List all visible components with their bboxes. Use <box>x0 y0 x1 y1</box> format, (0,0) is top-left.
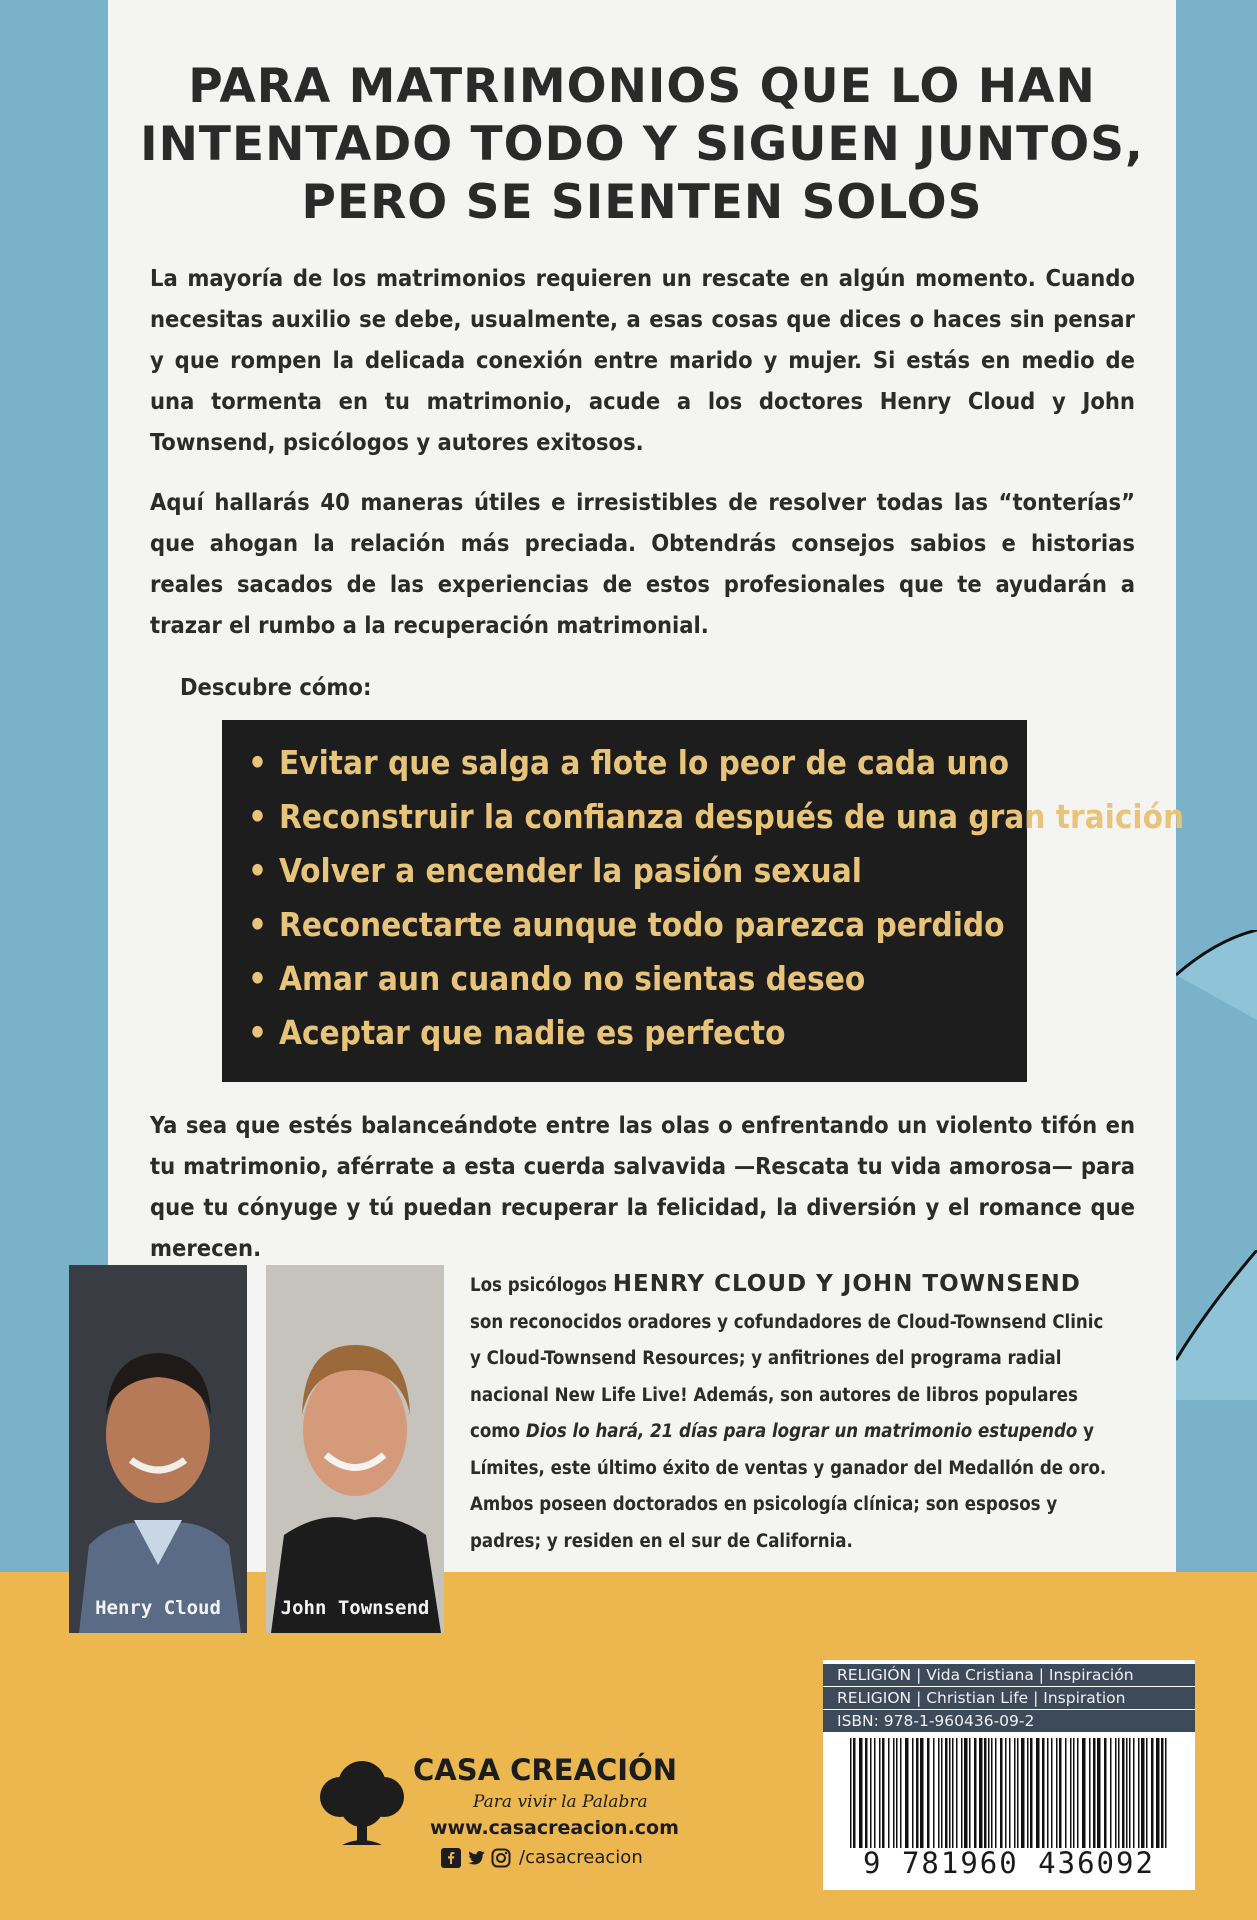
category-english: RELIGION | Christian Life | Inspiration <box>823 1687 1195 1709</box>
headline-line-2: INTENTADO TODO Y SIGUEN JUNTOS, <box>140 117 1144 172</box>
barcode-bar <box>882 1738 885 1848</box>
barcode-bar <box>1097 1738 1101 1848</box>
barcode-bar <box>1104 1738 1107 1848</box>
facebook-icon[interactable] <box>441 1848 461 1868</box>
barcode-bar <box>941 1738 943 1848</box>
barcode-bar <box>1030 1738 1033 1848</box>
barcode-bar <box>1156 1738 1160 1848</box>
intro-paragraph: La mayoría de los matrimonios requieren un rescate en algún momento. Cuando necesitas auxilio se debe, usualmente, a esas cosas que dices o haces sin pensar y que rompen la delicada conexión entre marido y mujer. Si estás en medio de una tormenta en tu matrimonio, acude a los doctores Henry Cloud y John Townsend, psicólogos y autores exitosos. <box>150 264 1135 456</box>
instagram-icon[interactable] <box>491 1848 511 1868</box>
barcode-bars <box>848 1738 1170 1848</box>
barcode-bar <box>961 1738 963 1848</box>
barcode-bar <box>1126 1738 1128 1848</box>
barcode-bar <box>1027 1738 1029 1848</box>
barcode-bar <box>879 1738 881 1848</box>
barcode-bar <box>870 1738 872 1848</box>
bullet-dot: • <box>248 905 267 944</box>
isbn-text: ISBN: 978-1-960436-09-2 <box>823 1710 1195 1732</box>
barcode-bar <box>1082 1738 1086 1848</box>
headline-line-3: PERO SE SIENTEN SOLOS <box>301 175 983 230</box>
bio-text-1: son reconocidos oradores y cofundadores de Cloud-Townsend Clinic y Cloud-Townsend Resources; y anfitriones del programa radial nacional New Life Live! Además, son autores de libros populares como <box>470 1311 1104 1442</box>
bullet-list <box>222 720 1185 1060</box>
barcode-bar <box>1009 1738 1011 1848</box>
barcode-bar <box>1161 1738 1164 1848</box>
barcode-bar <box>1073 1738 1075 1848</box>
headline <box>108 58 1176 232</box>
barcode-digits: 9 781960 436092 <box>863 1846 1155 1880</box>
bullet-text: Volver a encender la pasión sexual <box>278 851 862 890</box>
barcode-bar <box>1042 1738 1045 1848</box>
barcode-bar <box>1051 1738 1053 1848</box>
barcode-bar <box>1077 1738 1079 1848</box>
barcode-bar <box>859 1738 863 1848</box>
headline-line-1: PARA MATRIMONIOS QUE LO HAN <box>188 59 1096 114</box>
barcode-bar <box>984 1738 987 1848</box>
bullet-text: Reconstruir la confianza después de una gran traición <box>278 797 1185 836</box>
barcode-bar <box>988 1738 990 1848</box>
bullet-dot: • <box>248 959 267 998</box>
barcode-bar <box>1093 1738 1096 1848</box>
barcode-bar <box>1056 1738 1058 1848</box>
barcode-bar <box>1122 1738 1125 1848</box>
isbn-barcode-block <box>823 1660 1195 1890</box>
barcode-bar <box>945 1738 948 1848</box>
barcode-bar <box>1133 1738 1135 1848</box>
bullet-item <box>248 952 1027 1006</box>
author-bio <box>470 1266 1110 1560</box>
bio-book-titles: Dios lo hará, 21 días para lograr un matrimonio estupendo <box>525 1421 1078 1442</box>
bio-text-2: y Límites, este último éxito de ventas y ganador del Medallón de oro. Ambos poseen doctorados en psicología clínica; son esposos y padres; y residen en el sur de California. <box>470 1421 1107 1552</box>
barcode-bar <box>850 1738 852 1848</box>
portrait-illustration <box>266 1265 444 1633</box>
bullet-item <box>248 898 1027 952</box>
publisher-name: CASA CREACIÓN <box>413 1753 678 1787</box>
barcode-bar <box>1151 1738 1154 1848</box>
barcode-bar <box>905 1738 909 1848</box>
bio-author-names: HENRY CLOUD Y JOHN TOWNSEND <box>612 1271 1081 1297</box>
portrait-illustration <box>69 1265 247 1633</box>
barcode-bar <box>1000 1738 1003 1848</box>
barcode-bar <box>1036 1738 1040 1848</box>
author-photo-henry-cloud <box>69 1265 247 1633</box>
bullet-dot: • <box>248 797 267 836</box>
barcode-bar <box>995 1738 997 1848</box>
closing-paragraph: Ya sea que estés balanceándote entre las olas o enfrentando un violento tifón en tu matrimonio, aférrate a esta cuerda salvavida —Rescata tu vida amorosa— para que tu cónyuge y tú puedan recuperar la felicidad, la diversión y el romance que merecen. <box>150 1111 1135 1262</box>
wave-decoration-2 <box>1176 1250 1257 1400</box>
social-handle: /casacreacion <box>519 1847 643 1868</box>
barcode-bar <box>938 1738 940 1848</box>
bullet-dot: • <box>248 743 267 782</box>
barcode-bar <box>1138 1738 1140 1848</box>
barcode-bar <box>1065 1738 1067 1848</box>
barcode-bar <box>1017 1738 1019 1848</box>
barcode-bar <box>933 1738 935 1848</box>
barcode-bar <box>920 1738 924 1848</box>
second-paragraph: Aquí hallarás 40 maneras útiles e irresistibles de resolver todas las “tonterías” que ahogan la relación más preciada. Obtendrás consejos sabios e historias reales sacados de las experiencias de estos profesionales que te ayudarán a trazar el rumbo a la recuperación matrimonial. <box>150 488 1135 639</box>
wave-decoration-1 <box>1176 930 1257 1020</box>
barcode-bar <box>912 1738 914 1848</box>
barcode-bar <box>853 1738 856 1848</box>
bullet-text: Amar aun cuando no sientas deseo <box>278 959 866 998</box>
barcode-bar <box>1141 1738 1145 1848</box>
barcode-bar <box>900 1738 902 1848</box>
barcode-bar <box>974 1738 977 1848</box>
bullet-item <box>248 736 1027 790</box>
bullet-text: Evitar que salga a flote lo peor de cada uno <box>278 743 1010 782</box>
barcode-bar <box>874 1738 876 1848</box>
barcode-bar <box>1059 1738 1062 1848</box>
barcode-bar <box>952 1738 954 1848</box>
barcode-bar <box>865 1738 868 1848</box>
bullet-text: Reconectarte aunque todo parezca perdido <box>278 905 1005 944</box>
barcode-bar <box>1129 1738 1131 1848</box>
barcode-bar <box>927 1738 930 1848</box>
barcode-bar <box>949 1738 951 1848</box>
barcode-bar <box>1014 1738 1016 1848</box>
photo-label-john-townsend: John Townsend <box>280 1597 430 1619</box>
bullet-item <box>248 844 1027 898</box>
barcode-bar <box>1146 1738 1148 1848</box>
author-photo-john-townsend <box>266 1265 444 1633</box>
barcode-bar <box>893 1738 895 1848</box>
barcode-bar <box>1165 1738 1167 1848</box>
barcode-bar <box>956 1738 958 1848</box>
barcode-bar <box>979 1738 983 1848</box>
barcode-bar <box>1115 1738 1117 1848</box>
barcode-bar <box>1110 1738 1112 1848</box>
discover-label: Descubre cómo: <box>180 673 372 701</box>
publisher-tagline: Para vivir la Palabra <box>473 1792 648 1812</box>
barcode-bar <box>1005 1738 1007 1848</box>
barcode-bar <box>1089 1738 1091 1848</box>
bullet-dot: • <box>248 1013 267 1052</box>
barcode-bar <box>969 1738 971 1848</box>
barcode-bar <box>916 1738 919 1848</box>
bullet-item <box>248 1006 1027 1060</box>
bullet-dot: • <box>248 851 267 890</box>
barcode-bar <box>991 1738 993 1848</box>
bullet-text: Aceptar que nadie es perfecto <box>278 1013 786 1052</box>
twitter-icon[interactable] <box>466 1848 486 1868</box>
bullet-box <box>222 720 1185 1082</box>
barcode-bar <box>888 1738 890 1848</box>
tree-logo-icon <box>312 1755 412 1855</box>
social-links <box>441 1847 643 1868</box>
publisher-website[interactable]: www.casacreacion.com <box>430 1817 679 1839</box>
photo-label-henry-cloud: Henry Cloud <box>95 1597 221 1619</box>
bio-prefix: Los psicólogos <box>470 1275 613 1296</box>
barcode-bar <box>964 1738 968 1848</box>
barcode-bar <box>896 1738 898 1848</box>
bullet-item <box>248 790 1185 844</box>
category-spanish: RELIGIÓN | Vida Cristiana | Inspiración <box>823 1664 1195 1686</box>
barcode-bar <box>1047 1738 1049 1848</box>
barcode-bar <box>1021 1738 1025 1848</box>
barcode-bar <box>1070 1738 1072 1848</box>
barcode-bar <box>1118 1738 1120 1848</box>
